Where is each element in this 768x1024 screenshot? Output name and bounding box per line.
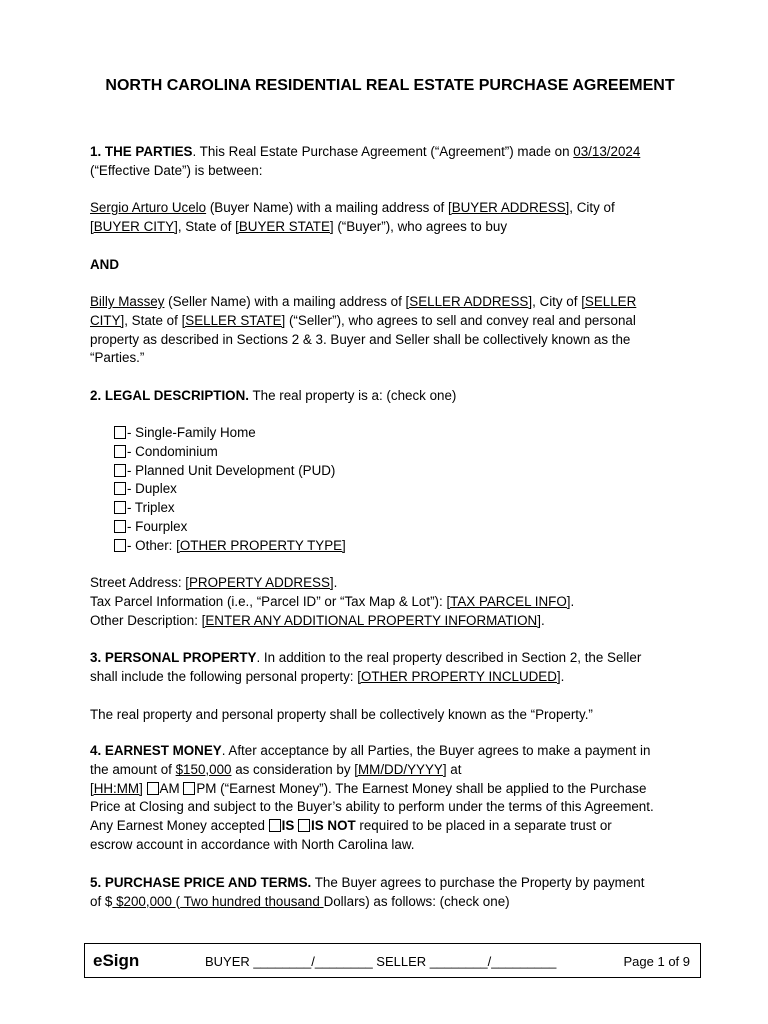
text: (“Buyer”), who agrees to buy <box>333 218 508 234</box>
is-checkbox[interactable] <box>269 819 281 832</box>
text: (“Seller”), who agrees to sell and convey real and personal <box>285 312 636 328</box>
section-heading: 1. THE PARTIES <box>90 144 193 159</box>
section-heading: 2. LEGAL DESCRIPTION. <box>90 388 249 403</box>
section-earnest-money <box>90 742 680 855</box>
seller-address-field[interactable]: [SELLER ADDRESS] <box>405 294 533 309</box>
text: Other Description: <box>90 612 202 628</box>
text: of $ <box>90 893 113 909</box>
text: IS <box>281 818 299 834</box>
checkbox[interactable] <box>114 520 126 533</box>
purchase-price-words-field[interactable]: Two hundred thousand <box>180 893 324 909</box>
other-description-field[interactable]: [ENTER ANY ADDITIONAL PROPERTY INFORMATION] <box>201 612 541 628</box>
option-other[interactable] <box>114 537 346 556</box>
text: at <box>446 761 462 777</box>
section-heading: 3. PERSONAL PROPERTY <box>90 650 257 665</box>
earnest-date-field[interactable]: [MM/DD/YYYY] <box>354 761 447 777</box>
option-label: - Other: <box>127 537 177 553</box>
text: , City of <box>532 294 582 309</box>
option-condominium[interactable] <box>114 443 346 462</box>
option-triplex[interactable] <box>114 499 346 518</box>
other-property-type-field[interactable]: [OTHER PROPERTY TYPE] <box>176 537 346 553</box>
checkbox[interactable] <box>114 464 126 477</box>
text: Dollars) as follows: (check one) <box>323 893 510 909</box>
checkbox[interactable] <box>114 539 126 552</box>
initials-line[interactable]: BUYER ________/________ SELLER ________/_________ <box>205 954 557 969</box>
text: Price at Closing and subject to the Buyer’s ability to perform under the terms of this Agreement. <box>90 799 654 815</box>
option-fourplex[interactable] <box>114 518 346 537</box>
text: , State of <box>177 218 236 234</box>
text: (“Effective Date”) is between: <box>90 162 263 178</box>
text: “Parties.” <box>90 350 145 366</box>
section-purchase-price <box>90 874 680 912</box>
property-type-options <box>114 424 346 556</box>
is-not-checkbox[interactable] <box>298 819 310 832</box>
option-duplex[interactable] <box>114 480 346 499</box>
seller-state-field[interactable]: [SELLER STATE] <box>181 312 286 328</box>
text: IS NOT <box>311 818 356 834</box>
seller-city-field[interactable]: CITY] <box>90 312 125 328</box>
page-number: Page 1 of 9 <box>623 954 690 969</box>
text: . In addition to the real property described in Section 2, the Seller <box>256 650 642 665</box>
text: escrow account in accordance with North Carolina law. <box>90 836 415 852</box>
text: AND <box>90 257 120 272</box>
text: The Buyer agrees to purchase the Property by payment <box>311 875 645 890</box>
section-heading: 5. PURCHASE PRICE AND TERMS. <box>90 875 312 890</box>
text: Street Address: <box>90 575 186 590</box>
section-parties <box>90 143 680 181</box>
section-heading: 4. EARNEST MONEY <box>90 743 222 758</box>
seller-city-field[interactable]: [SELLER <box>581 294 637 309</box>
section-legal-description <box>90 387 680 406</box>
earnest-time-field[interactable]: [HH:MM] <box>90 780 143 796</box>
option-label: - Duplex <box>127 481 177 497</box>
property-details: Street Address: [PROPERTY ADDRESS]. Tax Parcel Information (i.e., “Parcel ID” or “Tax Map & Lot”): [TAX PARCEL INFO]. Other Description: [ENTER ANY ADDITIONAL PROPERTY INFORMATION]. <box>90 575 575 628</box>
buyer-state-field[interactable]: [BUYER STATE] <box>235 218 334 234</box>
am-checkbox[interactable] <box>147 782 159 795</box>
text: as consideration by <box>231 761 355 777</box>
text: AM <box>159 780 184 796</box>
section-personal-property: 3. PERSONAL PROPERTY. In addition to the real property described in Section 2, the Seller shall include the following personal property: [OTHER PROPERTY INCLUDED]. <box>90 650 642 684</box>
pm-checkbox[interactable] <box>183 782 195 795</box>
text: shall include the following personal property: <box>90 668 358 684</box>
text: (Seller Name) with a mailing address of <box>164 294 406 309</box>
tax-parcel-field[interactable]: [TAX PARCEL INFO] <box>446 593 571 609</box>
option-label: - Single-Family Home <box>127 425 256 440</box>
checkbox[interactable] <box>114 445 126 458</box>
earnest-amount-field[interactable]: $150,000 <box>175 761 232 777</box>
option-label: - Fourplex <box>127 518 188 534</box>
option-pud[interactable] <box>114 462 346 481</box>
text: , City of <box>569 200 615 215</box>
checkbox[interactable] <box>114 501 126 514</box>
text: the amount of <box>90 761 176 777</box>
esign-logo: eSign <box>93 951 140 970</box>
option-label: - Planned Unit Development (PUD) <box>127 462 336 478</box>
and-label <box>90 256 680 275</box>
option-single-family[interactable] <box>114 424 346 443</box>
text: PM (“Earnest Money”). The Earnest Money shall be applied to the Purchase <box>196 780 647 796</box>
property-address-field[interactable]: [PROPERTY ADDRESS] <box>185 575 334 590</box>
buyer-name-field[interactable]: Sergio Arturo Ucelo <box>90 200 207 215</box>
buyer-paragraph <box>90 199 680 237</box>
text: ( <box>175 893 181 909</box>
seller-paragraph <box>90 293 680 368</box>
text: (Buyer Name) with a mailing address of <box>206 200 448 215</box>
property-definition <box>90 706 680 725</box>
option-label: - Triplex <box>127 500 175 516</box>
option-label: - Condominium <box>127 443 218 459</box>
page-footer <box>84 943 701 978</box>
effective-date-field[interactable]: 03/13/2024 <box>573 144 641 159</box>
personal-property-field[interactable]: [OTHER PROPERTY INCLUDED] <box>357 668 561 684</box>
text: . This Real Estate Purchase Agreement (“Agreement”) made on <box>192 144 574 159</box>
buyer-city-field[interactable]: [BUYER CITY] <box>90 218 178 234</box>
text: The real property is a: (check one) <box>248 388 457 403</box>
seller-name-field[interactable]: Billy Massey <box>90 294 165 309</box>
text: Tax Parcel Information (i.e., “Parcel ID” or “Tax Map & Lot”): <box>90 593 447 609</box>
text: property as described in Sections 2 & 3. Buyer and Seller shall be collectively known as the <box>90 331 631 347</box>
document-title: NORTH CAROLINA RESIDENTIAL REAL ESTATE PURCHASE AGREEMENT <box>105 77 675 94</box>
text: , State of <box>124 312 182 328</box>
checkbox[interactable] <box>114 426 126 439</box>
text: The real property and personal property shall be collectively known as the “Property.” <box>90 707 593 722</box>
purchase-price-field[interactable]: $200,000 <box>112 893 176 909</box>
buyer-address-field[interactable]: [BUYER ADDRESS] <box>447 200 570 215</box>
text: . After acceptance by all Parties, the Buyer agrees to make a payment in <box>221 743 651 758</box>
checkbox[interactable] <box>114 482 126 495</box>
text: Any Earnest Money accepted <box>90 818 269 834</box>
text: required to be placed in a separate trust or <box>355 818 612 834</box>
